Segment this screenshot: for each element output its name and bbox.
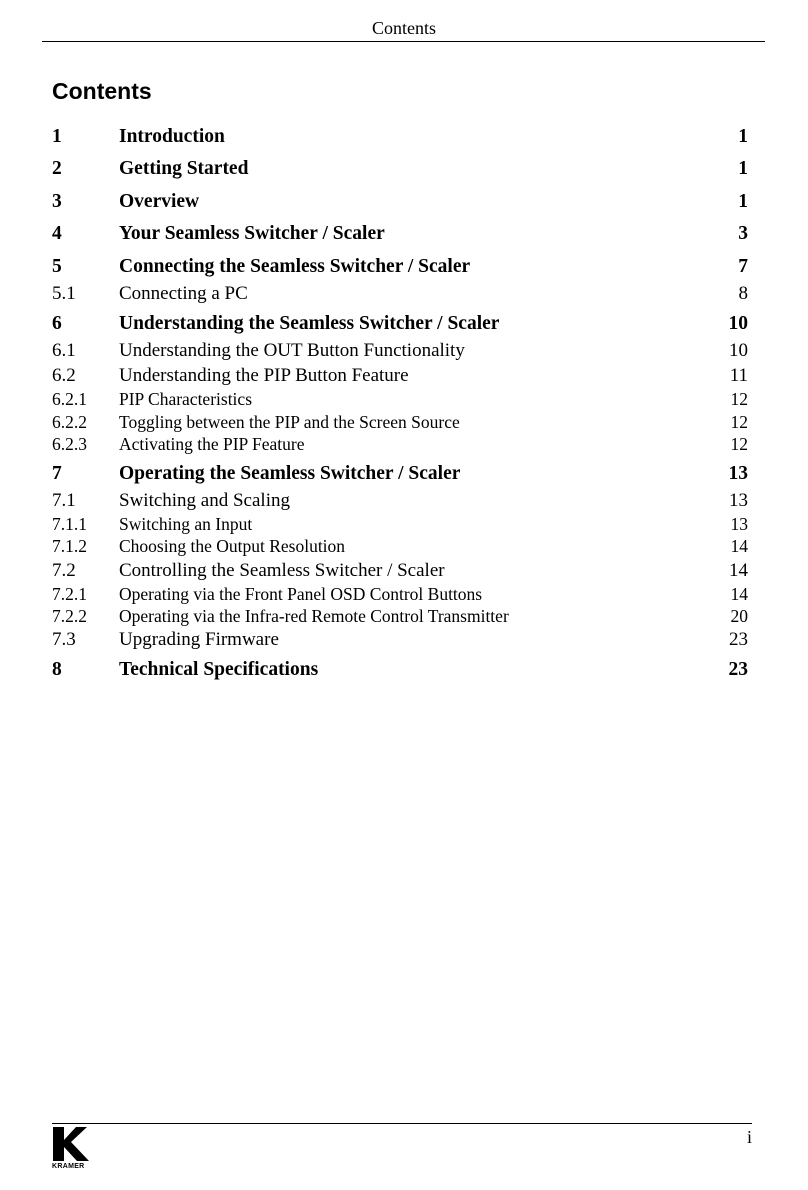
toc-entry[interactable] — [52, 583, 748, 605]
toc-entry[interactable] — [52, 433, 748, 455]
toc-entry-number: 7 — [52, 462, 62, 484]
toc-entry-title: Toggling between the PIP and the Screen Source — [119, 411, 460, 432]
toc-entry-number: 7.1 — [52, 489, 76, 511]
toc-entry-page: 11 — [729, 365, 748, 387]
toc-entry-number: 6.2.1 — [52, 389, 87, 410]
toc-entry-number: 5.1 — [52, 282, 76, 304]
footer-divider — [52, 1123, 752, 1124]
header-divider — [42, 41, 765, 42]
toc-entry-page: 7 — [738, 255, 748, 277]
toc-entry[interactable] — [52, 605, 748, 627]
toc-entry-page: 1 — [738, 190, 748, 212]
logo-wordmark: KRAMER — [52, 1163, 85, 1170]
toc-entry[interactable] — [52, 388, 748, 410]
toc-entry-title: Introduction — [119, 126, 225, 147]
toc-entry-number: 5 — [52, 255, 62, 277]
toc-entry-title: Activating the PIP Feature — [119, 434, 305, 455]
toc-entry-page: 1 — [738, 158, 748, 180]
toc-entry-number: 7.2 — [52, 559, 76, 581]
toc-entry-number: 7.1.2 — [52, 536, 87, 557]
kramer-k-logo-icon — [52, 1126, 92, 1162]
toc-entry-page: 3 — [738, 223, 748, 245]
toc-entry-number: 8 — [52, 659, 62, 681]
toc-entry-number: 7.2.1 — [52, 583, 87, 604]
toc-entry-title: Understanding the OUT Button Functionality — [119, 340, 465, 362]
toc-list — [52, 122, 748, 685]
toc-entry-page: 12 — [730, 389, 748, 410]
toc-entry-title: Operating via the Front Panel OSD Control Buttons — [119, 583, 483, 604]
toc-entry[interactable] — [52, 488, 748, 513]
toc-entry-number: 7.3 — [52, 629, 76, 651]
toc-entry-title: Understanding the Seamless Switcher / Scaler — [119, 312, 500, 334]
toc-entry-title: Overview — [119, 190, 200, 212]
toc-entry-number: 2 — [52, 158, 62, 180]
toc-entry-title: Upgrading Firmware — [119, 629, 279, 651]
toc-entry[interactable] — [52, 338, 748, 363]
toc-entry-title: Controlling the Seamless Switcher / Scaler — [119, 559, 445, 581]
toc-entry-title: Connecting a PC — [119, 282, 248, 304]
toc-entry-title: Operating the Seamless Switcher / Scaler — [119, 462, 461, 484]
toc-entry-page: 23 — [729, 629, 748, 651]
toc-entry-page: 10 — [729, 340, 748, 362]
page-number: i — [746, 1127, 752, 1147]
toc-entry[interactable] — [52, 363, 748, 388]
toc-entry[interactable] — [52, 309, 748, 338]
page-title: Contents — [52, 78, 152, 104]
toc-entry[interactable] — [52, 459, 748, 488]
toc-entry-title: Getting Started — [119, 158, 249, 180]
toc-entry[interactable] — [52, 655, 748, 684]
toc-entry[interactable] — [52, 122, 748, 151]
toc-entry[interactable] — [52, 281, 748, 306]
toc-entry-title: Connecting the Seamless Switcher / Scaler — [119, 255, 471, 277]
toc-entry-title: Your Seamless Switcher / Scaler — [119, 223, 385, 245]
toc-entry-number: 6 — [52, 312, 62, 334]
toc-entry-title: Choosing the Output Resolution — [119, 536, 346, 557]
toc-entry-page: 10 — [728, 312, 748, 334]
toc-entry-number: 6.1 — [52, 340, 76, 362]
toc-entry-page: 12 — [730, 434, 748, 455]
toc-entry-number: 7.2.2 — [52, 606, 87, 627]
toc-entry-page: 14 — [730, 536, 748, 557]
toc-entry-number: 1 — [52, 126, 62, 147]
toc-entry-number: 4 — [52, 223, 62, 245]
toc-entry[interactable] — [52, 411, 748, 433]
toc-entry-title: PIP Characteristics — [119, 389, 253, 410]
toc-entry-number: 3 — [52, 190, 62, 212]
toc-entry-page: 13 — [729, 489, 748, 511]
toc-entry-page: 8 — [738, 282, 748, 304]
toc-entry-number: 6.2.2 — [52, 411, 87, 432]
toc-entry[interactable] — [52, 187, 748, 216]
toc-entry-page: 14 — [729, 559, 748, 581]
toc-entry-page: 23 — [728, 659, 748, 681]
toc-entry-title: Operating via the Infra-red Remote Control Transmitter — [119, 606, 509, 627]
toc-entry-page: 13 — [728, 462, 748, 484]
toc-entry[interactable] — [52, 558, 748, 583]
toc-entry[interactable] — [52, 627, 748, 652]
toc-entry[interactable] — [52, 513, 748, 535]
toc-entry-number: 7.1.1 — [52, 513, 87, 534]
toc-entry-number: 6.2 — [52, 365, 76, 387]
toc-entry-page: 1 — [738, 126, 748, 147]
kramer-logo — [52, 1126, 92, 1172]
toc-entry[interactable] — [52, 219, 748, 248]
toc-entry[interactable] — [52, 535, 748, 557]
toc-entry-title: Technical Specifications — [119, 659, 319, 681]
toc-entry[interactable] — [52, 252, 748, 281]
running-header: Contents — [371, 18, 436, 38]
toc-entry[interactable] — [52, 154, 748, 183]
toc-entry-title: Switching an Input — [119, 513, 253, 534]
toc-entry-number: 6.2.3 — [52, 434, 87, 455]
toc-entry-page: 14 — [730, 583, 748, 604]
toc-entry-title: Understanding the PIP Button Feature — [119, 365, 409, 387]
toc-entry-title: Switching and Scaling — [119, 489, 290, 511]
toc-entry-page: 12 — [730, 411, 748, 432]
toc-entry-page: 20 — [730, 606, 748, 627]
toc-entry-page: 13 — [730, 513, 748, 534]
